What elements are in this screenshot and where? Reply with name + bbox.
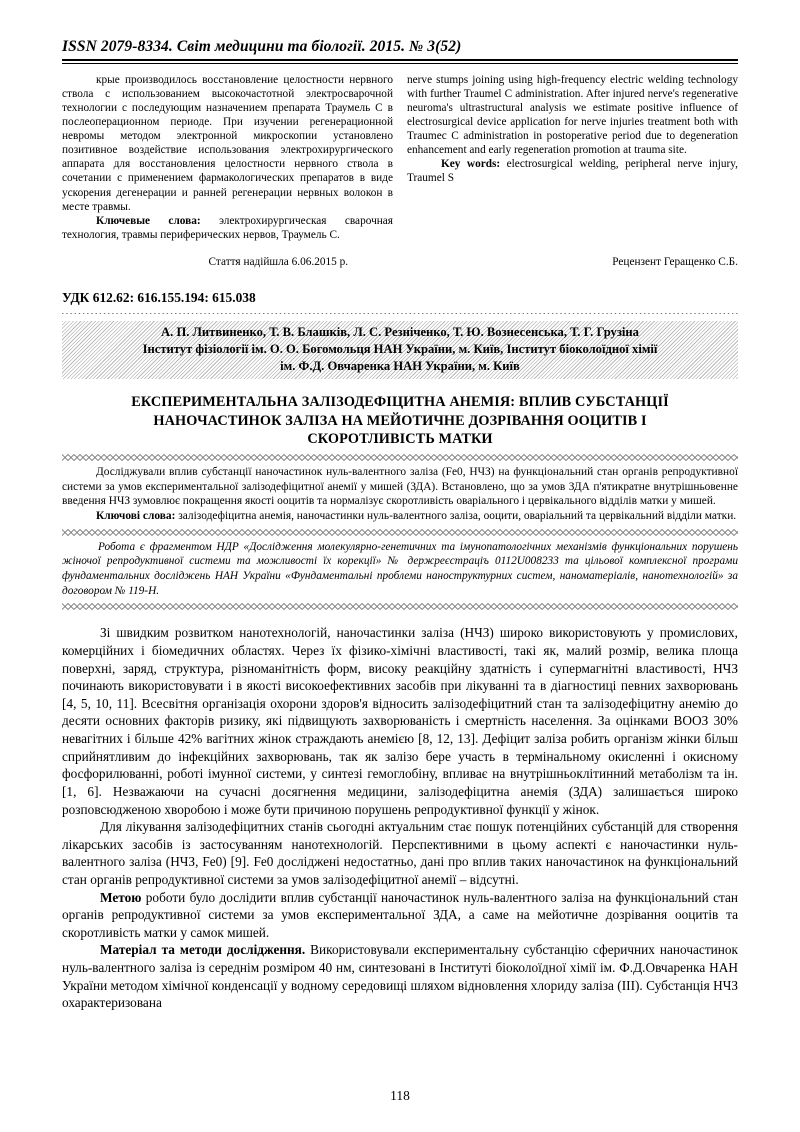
- keywords-label-ru: Ключевые слова:: [96, 214, 201, 227]
- body-paragraph-1: Зі швидким розвитком нанотехнологій, наночастинки заліза (НЧЗ) широко використовують у промислових, комерційних і біомедичних областях. Через їх фізико-хімічні властивості, такі як, малий розмір, велика площа поверхні, заряд, структура, різноманітність форм, високу реакційну здатність і супермагнітні властивості, НЧЗ починають використовувати і в якості високоефективних засобів при лікуванні та в діагностиці певних захворювань [4, 5, 10, 11]. Всесвітня організація охорони здоров'я відносить залізодефіцитний стан та залізодефіцитну анемію до десяти основних факторів ризику, які підвищують захворюваність і смертність населення. За оцінками ВООЗ 30% невагітних і більше 42% вагітних жінок страждають анемією [8, 12, 13]. Дефіцит заліза робить організм жінки більш сприйнятливим до інфекційних захворювань, так як залізо бере участь в термінальному окисленні і окисному фосфорилюванні, роботі імунної системи, у синтезі гемоглобіну, впливає на внутрішньоклітинний метаболізм та ін. [1, 6]. Незважаючи на сучасні досягнення медицини, залізодефіцитна анемія (ЗДА) залишається широко розповсюдженою хворобою і може бути причиною порушень репродуктивної функції у жінок.: [62, 625, 738, 817]
- keywords-label-en: Key words:: [441, 158, 501, 171]
- article-abstract-block: [62, 465, 738, 524]
- previous-article-abstract-columns: [62, 73, 738, 243]
- wavy-separator-below-funding: [62, 603, 738, 610]
- abstract-ru-keywords: [62, 214, 393, 242]
- article-title: [62, 393, 738, 449]
- submitted-date: Стаття надійшла 6.06.2015 р.: [208, 256, 349, 269]
- keywords-text-ua: залізодефіцитна анемія, наночастинки нуль-валентного заліза, ооцити, оваріальний та цервікальний відділи матки.: [178, 510, 737, 523]
- running-head-rule-thick: [62, 59, 738, 61]
- article-abstract-paragraph: Досліджували вплив субстанції наночастинок нуль-валентного заліза (Fe0, НЧЗ) на функціональний стан органів репродуктивної системи за умов експериментальної залізодефіцитної анемії у мишей (ЗДА). Встановлено, що за умов ЗДА п'ятикратне внутрішньовенне введення НЧЗ зумовлює покращення якості ооцитів та нормалізує скоротливість оваріального і цервікального відділів матки у мишей.: [62, 465, 738, 508]
- body-paragraph-4: [62, 941, 738, 1011]
- page-number: 118: [390, 1088, 410, 1103]
- abstract-en-keywords: [407, 157, 738, 185]
- authors-affiliation-band: [62, 321, 738, 379]
- keywords-label-ua: Ключові слова:: [96, 510, 176, 523]
- running-head-block: [62, 38, 738, 64]
- reviewer-name: Рецензент Геращенко С.Б.: [612, 256, 738, 269]
- body-paragraph-4-rest: Використовували експериментальну субстанцію сферичних наночастинок нуль-валентного заліза із середнім розміром 40 нм, синтезовані в Інституті біоколоїдної хімії ім. Ф.Д.Овчаренка НАН України методом хімічної конденсації у водному середовищі шляхом відновлення хлориду заліза (III). Субстанція НЧЗ охарактеризована: [62, 942, 738, 1011]
- article-title-line-3: СКОРОТЛИВІСТЬ МАТКИ: [307, 431, 493, 448]
- article-title-line-2: НАНОЧАСТИНОК ЗАЛІЗА НА МЕЙОТИЧНЕ ДОЗРІВАННЯ ООЦИТІВ І: [153, 412, 647, 429]
- affiliation-line-1: Інститут фізіології ім. О. О. Богомольця НАН України, м. Київ, Інститут біоколоїдної хімії: [142, 342, 658, 357]
- body-paragraph-3-lead: Метою: [100, 889, 142, 905]
- authors-list: А. П. Литвиненко, Т. В. Блашків, Л. С. Резніченко, Т. Ю. Вознесенська, Т. Г. Грузіна: [161, 325, 639, 340]
- abstract-ru-paragraph: крые производилось восстановление целостности нервного ствола с использованием высокочастотной электросварочной технологии с последующим назначением препарата Траумель С в послеоперационном периоде. При изучении регенерационной невромы методом электронной микроскопии установлено позитивное воздействие использования электрохирургического аппарата для восстановления целостности нервного ствола в сочетании с применением фармакологических препаратов в виде ускорения дегенерации и ранней регенерации нервных волокон в месте травмы.: [62, 73, 393, 213]
- body-paragraph-3-rest: роботи було дослідити вплив субстанції наночастинок нуль-валентного заліза на функціональний стан органів репродуктивної системи за умов експериментальної ЗДА, а саме на мейотичне дозрівання ооцитів та скоротливість матки у самок мишей.: [62, 889, 738, 940]
- udk-code: УДК 612.62: 616.155.194: 615.038: [62, 290, 256, 306]
- body-paragraph-3: [62, 889, 738, 942]
- article-body: [62, 624, 738, 1011]
- article-keywords: [62, 509, 738, 524]
- abstract-en-paragraph: nerve stumps joining using high-frequency electric welding technology with further Traumel C administration. After injured nerve's regenerative neuroma's ultrastructural analysis we estimate positive influence of electrosurgical device application for nerve injuries treatment both with Traumec C administration in postoperative period due to degeneration enhancement and early regeneration promotion at trauma site.: [407, 73, 738, 157]
- body-paragraph-4-lead: Матеріал та методи дослідження.: [100, 942, 306, 958]
- running-head-rule-thin: [62, 63, 738, 64]
- abstract-column-russian: [62, 73, 393, 243]
- wavy-separator-below-abstract: [62, 529, 738, 536]
- submission-reviewer-line: [62, 256, 738, 268]
- dotted-separator-top: [62, 312, 738, 315]
- funding-note-block: [62, 540, 738, 599]
- keywords-text-ru: электрохирургическая сварочная технология, травмы периферических нервов, Траумель С.: [62, 214, 394, 242]
- keywords-text-en: electrosurgical welding, peripheral nerve injury, Traumel S: [407, 158, 738, 185]
- wavy-separator-above-abstract: [62, 454, 738, 461]
- funding-note-text: Робота є фрагментом НДР «Дослідження молекулярно-генетичних та імунопатологічних механізмів функціональних порушень жіночої репродуктивної системи та можливості їх корекції» № держреєстраціъ 0112U008233 та цільової комплексної програми фундаментальних досліджень НАН України «Фундаментальні проблеми наноструктурних систем, наноматеріалів, нанотехнологій» за договором № 119-Н.: [62, 540, 738, 597]
- abstract-column-english: [407, 73, 738, 243]
- affiliation-line-2: ім. Ф.Д. Овчаренка НАН України, м. Київ: [280, 359, 520, 374]
- running-head-text: ISSN 2079-8334. Світ медицини та біології. 2015. № 3(52): [62, 38, 462, 55]
- article-title-line-1: ЕКСПЕРИМЕНТАЛЬНА ЗАЛІЗОДЕФІЦИТНА АНЕМІЯ: ВПЛИВ СУБСТАНЦІЇ: [131, 394, 669, 411]
- body-paragraph-2: Для лікування залізодефіцитних станів сьогодні актуальним стає пошук потенційних субстанцій для створення лікарських засобів із застосуванням нанотехнологій. Перспективними в цьому аспекті є наночастинки нуль-валентного заліза (НЧЗ, Fe0) [9]. Fe0 досліджені недостатньо, дані про вплив таких наночастинок на функціональний стан органів репродуктивної системи за умов залізодефіцитної анемії – відсутні.: [62, 819, 738, 887]
